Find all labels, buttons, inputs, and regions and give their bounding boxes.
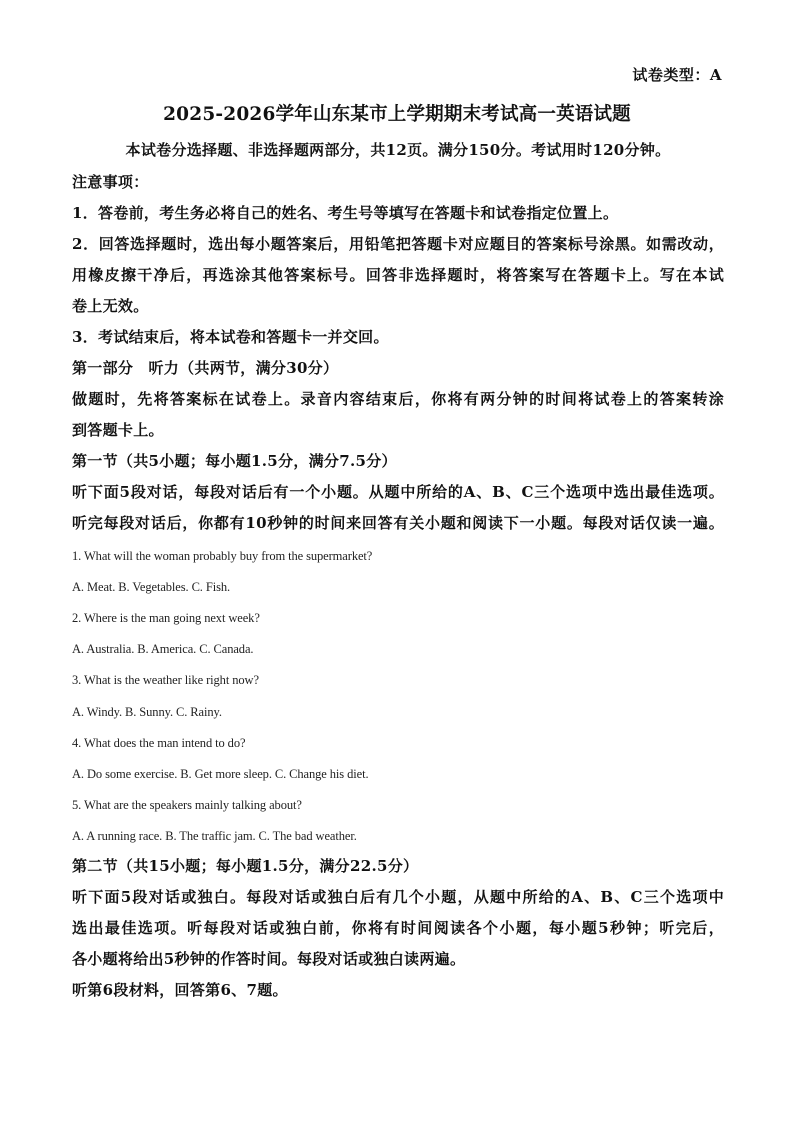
question-3: 3. What is the weather like right now? [72, 673, 259, 687]
section2-instruction-line-3: 各小题将给出5秒钟的作答时间。每段对话或独白读两遍。 [72, 950, 466, 968]
notice-item-2-line-3: 卷上无效。 [72, 297, 149, 315]
question-3-options: A. Windy. B. Sunny. C. Rainy. [72, 705, 222, 719]
question-1: 1. What will the woman probably buy from the supermarket? [72, 549, 373, 563]
paper-type-label: 试卷类型：A [632, 66, 722, 84]
part1-heading: 第一部分 听力（共两节，满分30分） [72, 359, 339, 377]
notice-item-1: 1．答卷前，考生务必将自己的姓名、考生号等填写在答题卡和试卷指定位置上。 [72, 204, 619, 222]
part1-instruction-line-1: 做题时，先将答案标在试卷上。录音内容结束后，你将有两分钟的时间将试卷上的答案转涂 [72, 390, 724, 408]
section1-instruction-line-2: 听完每段对话后，你都有10秒钟的时间来回答有关小题和阅读下一小题。每段对话仅读一遍。 [72, 514, 724, 532]
notice-item-3: 3．考试结束后，将本试卷和答题卡一并交回。 [72, 328, 389, 346]
question-5-options: A. A running race. B. The traffic jam. C. The bad weather. [72, 829, 357, 843]
section2-instruction-line-1: 听下面5段对话或独白。每段对话或独白后有几个小题，从题中所给的A、B、C三个选项中 [72, 888, 724, 906]
part1-instruction-line-2: 到答题卡上。 [72, 421, 164, 439]
section1-heading: 第一节（共5小题；每小题1.5分，满分7.5分） [72, 452, 397, 470]
section2-material-6: 听第6段材料，回答第6、7题。 [72, 981, 288, 999]
section1-instruction-line-1: 听下面5段对话，每段对话后有一个小题。从题中所给的A、B、C三个选项中选出最佳选项。 [72, 483, 724, 501]
section2-instruction-line-2: 选出最佳选项。听每段对话或独白前，你将有时间阅读各个小题，每小题5秒钟；听完后， [72, 919, 724, 937]
exam-title: 2025-2026学年山东某市上学期期末考试高一英语试题 [163, 104, 631, 125]
question-2: 2. Where is the man going next week? [72, 611, 260, 625]
exam-intro: 本试卷分选择题、非选择题两部分，共12页。满分150分。考试用时120分钟。 [125, 141, 671, 159]
question-4: 4. What does the man intend to do? [72, 736, 246, 750]
question-4-options: A. Do some exercise. B. Get more sleep. C. Change his diet. [72, 767, 369, 781]
notice-item-2-line-1: 2．回答选择题时，选出每小题答案后，用铅笔把答题卡对应题目的答案标号涂黑。如需改动， [72, 235, 724, 253]
question-1-options: A. Meat. B. Vegetables. C. Fish. [72, 580, 231, 594]
notice-heading: 注意事项： [72, 173, 149, 191]
question-5: 5. What are the speakers mainly talking about? [72, 798, 302, 812]
notice-item-2-line-2: 用橡皮擦干净后，再选涂其他答案标号。回答非选择题时，将答案写在答题卡上。写在本试 [72, 266, 724, 284]
section2-heading: 第二节（共15小题；每小题1.5分，满分22.5分） [72, 857, 419, 875]
question-2-options: A. Australia. B. America. C. Canada. [72, 642, 254, 656]
